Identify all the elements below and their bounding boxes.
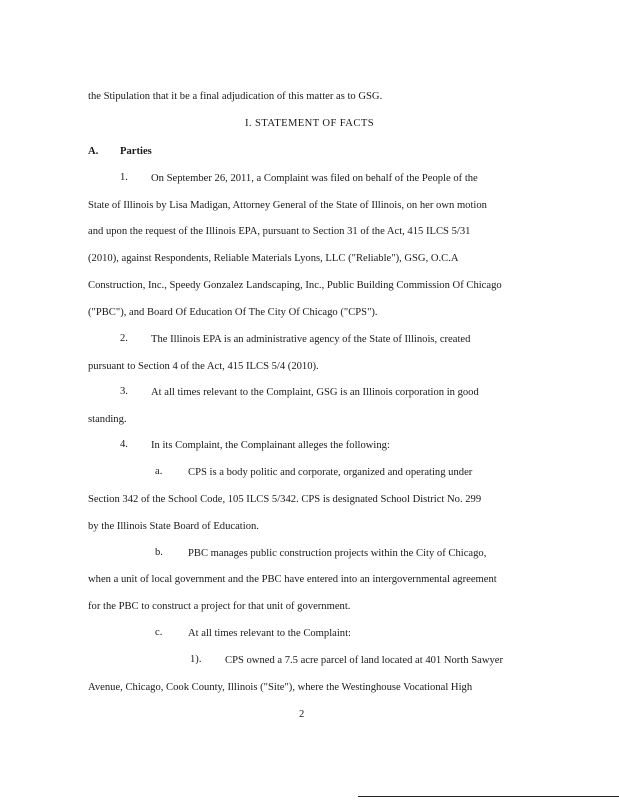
section-heading: I. STATEMENT OF FACTS — [244, 118, 374, 129]
paragraph-line: CPS is a body politic and corporate, organized and operating under — [188, 467, 473, 478]
paragraph-line: (2010), against Respondents, Reliable Materials Lyons, LLC ("Reliable"), GSG, O.C.A — [88, 253, 459, 264]
paragraph-line: On September 26, 2011, a Complaint was filed on behalf of the People of the — [151, 173, 478, 184]
paragraph-line: In its Complaint, the Complainant alleges the following: — [151, 440, 390, 451]
subparagraph-letter: b. — [155, 547, 163, 558]
subparagraph-letter: a. — [155, 466, 163, 477]
paragraph-number: 4. — [120, 439, 128, 450]
paragraph-line: when a unit of local government and the PBC have entered into an intergovernmental agreement — [88, 574, 497, 585]
intro-line: the Stipulation that it be a final adjudication of this matter as to GSG. — [88, 91, 383, 102]
paragraph-number: 3. — [120, 386, 128, 397]
paragraph-line: standing. — [88, 414, 127, 425]
paragraph-line: Section 342 of the School Code, 105 ILCS 5/342. CPS is designated School District No. 299 — [88, 494, 482, 505]
page-number: 2 — [299, 709, 305, 720]
paragraph-number: 2. — [120, 333, 128, 344]
paragraph-line: ("PBC"), and Board Of Education Of The City Of Chicago ("CPS"). — [88, 307, 378, 318]
paragraph-line: CPS owned a 7.5 acre parcel of land located at 401 North Sawyer — [225, 655, 503, 666]
paragraph-line: for the PBC to construct a project for that unit of government. — [88, 601, 351, 612]
paragraph-line: At all times relevant to the Complaint: — [188, 628, 351, 639]
paragraph-line: PBC manages public construction projects within the City of Chicago, — [188, 548, 487, 559]
paragraph-line: Construction, Inc., Speedy Gonzalez Landscaping, Inc., Public Building Commission Of Chicago — [88, 280, 502, 291]
paragraph-number: 1. — [120, 172, 128, 183]
subsection-title: Parties — [120, 146, 152, 157]
paragraph-line: by the Illinois State Board of Education. — [88, 521, 259, 532]
paragraph-line: At all times relevant to the Complaint, GSG is an Illinois corporation in good — [151, 387, 479, 398]
footer-rule — [358, 796, 619, 797]
paragraph-line: State of Illinois by Lisa Madigan, Attorney General of the State of Illinois, on her own motion — [88, 200, 487, 211]
paragraph-line: Avenue, Chicago, Cook County, Illinois ("Site"), where the Westinghouse Vocational High — [88, 682, 473, 693]
subsection-label: A. — [88, 146, 99, 157]
paragraph-line: and upon the request of the Illinois EPA, pursuant to Section 31 of the Act, 415 ILCS 5/31 — [88, 226, 471, 237]
paragraph-line: pursuant to Section 4 of the Act, 415 ILCS 5/4 (2010). — [88, 361, 319, 372]
paragraph-line: The Illinois EPA is an administrative agency of the State of Illinois, created — [151, 334, 471, 345]
subparagraph-letter: c. — [155, 627, 163, 638]
subparagraph-number: 1). — [190, 654, 202, 665]
